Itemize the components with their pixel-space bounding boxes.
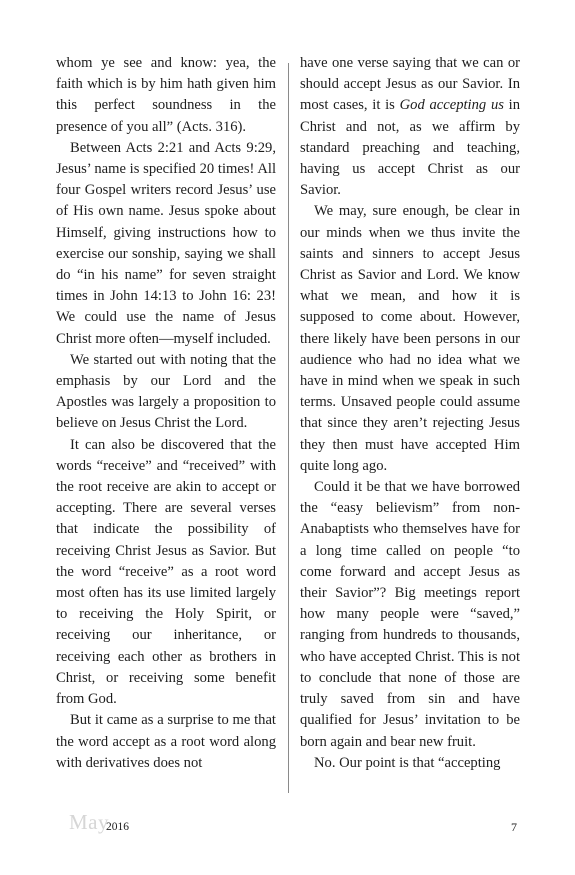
footer-year: 2016	[106, 821, 129, 833]
paragraph: Could it be that we have borrowed the “easy believism” from non-Anabaptists who themselves have for a long time called on people “to come forward and accept Jesus as their Savior”? Big meetings report how many people were “saved,” ranging from hundreds to thousands, who have accepted Christ. This is not to conclude that none of those are truly saved from sin and have qualified for Jesus’ invitation to be born again and bear new fruit.	[300, 479, 520, 750]
paragraph: But it came as a surprise to me that the word accept as a root word along with derivatives does not	[56, 712, 276, 771]
footer-month: May	[69, 810, 109, 834]
paragraph-text: have one verse saying that we can or should accept Jesus as our Savior. In most cases, it is	[300, 55, 520, 114]
paragraph	[300, 53, 520, 201]
paragraph-text: in Christ and not, as we affirm by standard preaching and teaching, having us accept Christ as our Savior.	[300, 97, 521, 199]
emphasized-text: God accepting us	[399, 97, 504, 114]
paragraph: It can also be discovered that the words “receive” and “received” with the root receive are akin to accept or accepting. There are several verses that indicate the possibility of receiving Christ Jesus as Savior. But the word “receive” as a root word most often has its use limited largely to receiving the Holy Spirit, or receiving our inheritance, or receiving each other as brothers in Christ, or receiving some benefit from God.	[56, 436, 276, 708]
paragraph: Between Acts 2:21 and Acts 9:29, Jesus’ name is specified 20 times! All four Gospel writers record Jesus’ use of His own name. Jesus spoke about Himself, giving instructions how to exercise our sonship, saying we shall do “in his name” for seven straight times in John 14:13 to John 16: 23! We could use the name of Jesus Christ more often—myself included.	[56, 139, 276, 347]
paragraph: whom ye see and know: yea, the faith which is by him hath given him this perfect soundness in the presence of you all” (Acts. 316).	[56, 55, 276, 135]
left-column	[56, 53, 276, 774]
paragraph: We started out with noting that the emphasis by our Lord and the Apostles was largely a proposition to believe on Jesus Christ the Lord.	[56, 351, 276, 432]
paragraph: We may, sure enough, be clear in our minds when we thus invite the saints and sinners to accept Jesus Christ as Savior and Lord. We know what we mean, and how it is supposed to come about. However, there likely have been persons in our audience who had no idea what we have in mind when we speak in such terms. Unsaved people could assume that since they aren’t rejecting Jesus they then must have accepted Him quite long ago.	[300, 203, 520, 474]
column-divider	[288, 63, 289, 793]
page-number: 7	[511, 820, 517, 834]
right-column	[300, 53, 520, 774]
paragraph: No. Our point is that “accepting	[314, 754, 501, 771]
